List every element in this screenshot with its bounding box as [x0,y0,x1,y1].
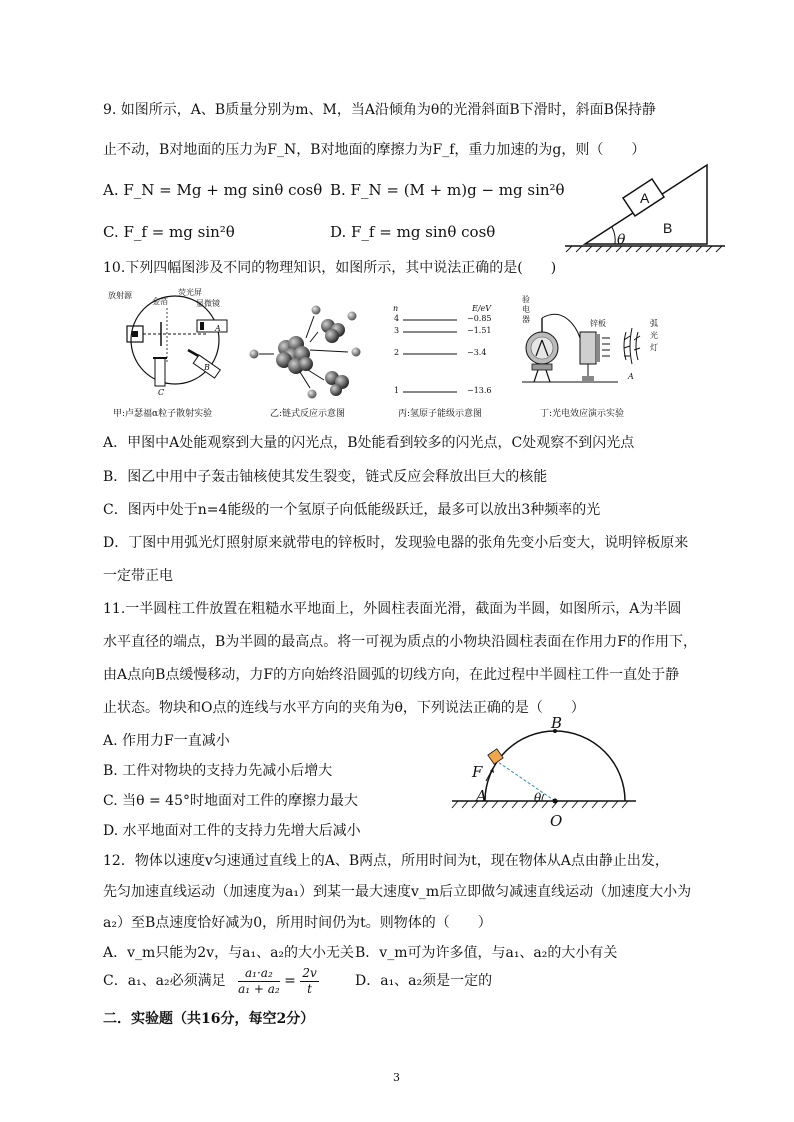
fig3-caption: 丙:氢原子能级示意图 [398,409,483,419]
fig4-label-yan: 验 [522,295,530,304]
fig4-label-dian: 电 [522,305,530,314]
page-number: 3 [393,1071,400,1084]
fig1-label-b: B [204,363,210,372]
energy-n-2: 2 [394,348,400,357]
q12-stem-line2: 先匀加速直线运动（加速度为a₁）到某一最大速度v_m后立即做匀减速直线运动（加速度大小为 [103,884,692,900]
fig1-label-foil: 金箔 [152,297,168,306]
energy-n-4: 4 [394,314,400,323]
q11-point-b-label: B [551,714,563,732]
energy-n-header: n [393,304,399,313]
q11-stem-line1: 11.一半圆柱工件放置在粗糙水平地面上，外圆柱表面光滑，截面为半圆，如图所示，A为半圆 [103,601,682,617]
q11-force-f-label: F [472,763,483,781]
q12-stem-line1: 12．物体以速度v匀速通过直线上的A、B两点，所用时间为t，现在物体从A点由静止出发， [103,853,669,869]
q11-stem-line3: 由A点向B点缓慢移动，力F的方向始终沿圆弧的切线方向，在此过程中半圆柱工件一直处于静 [103,667,680,683]
q12-frac-numerator: a₁·a₂ [238,966,280,982]
q10-fig-energy-levels [395,300,465,400]
fig1-caption: 甲:卢瑟福α粒子散射实验 [113,409,213,419]
fragment-lower [325,371,349,396]
q9-block-a-label: A [640,190,650,206]
fig4-label-zinc: 锌板 [590,319,606,328]
q11-point-o-label: O [550,812,563,830]
fig1-label-microscope: 显微镜 [196,299,220,308]
q9-stem-line2: 止不动，B对地面的压力为F_N，B对地面的摩擦力为F_f，重力加速的为g，则（ ） [103,142,646,158]
q9-option-a: A. F_N = Mg + mg sinθ cosθ [103,181,323,199]
q11-option-b: B. 工件对物块的支持力先减小后增大 [103,763,333,779]
q11-stem-line2: 水平直径的端点，B为半圆的最高点。将一可视为质点的小物块沿圆柱表面在作用力F的作用下， [103,634,697,650]
energy-e-header: E/eV [472,304,492,313]
q12-option-c [103,962,319,1000]
q11-option-d: D. 水平地面对工件的支持力先增大后减小 [103,823,361,839]
q11-stem-line4: 止状态。物块和O点的连线与水平方向的夹角为θ，下列说法正确的是（ ） [103,700,585,716]
fig1-label-a: A [215,324,221,333]
q10-option-d-line2: 一定带正电 [103,568,173,584]
fig2-caption: 乙:链式反应示意图 [270,409,346,419]
q12-option-c-prefix: C．a₁、a₂必须满足 [103,973,226,989]
fig1-label-source: 放射源 [108,291,132,300]
uranium-nucleus [276,336,313,374]
fig4-caption: 丁:光电效应演示实验 [540,409,625,419]
q12-rhs-numerator: 2v [302,965,317,980]
energy-e-3: −1.51 [467,326,492,335]
section2-heading: 二．实验题（共16分，每空2分） [103,1011,315,1027]
q11-angle-label: θ [534,791,542,805]
energy-n-3: 3 [394,326,400,335]
q10-stem: 10.下列四幅图涉及不同的物理知识，如图所示，其中说法正确的是( ) [103,260,557,276]
q12-stem-line3: a₂）至B点速度恰好减为0，所用时间仍为t。则物体的（ ） [103,915,492,931]
q9-angle-label: θ [617,232,626,248]
zinc-plate [580,332,596,364]
q11-option-a: A. 作用力F一直减小 [103,733,230,749]
q12-option-b: B．v_m可为许多值，与a₁、a₂的大小有关 [355,945,618,961]
q11-point-a-label: A [476,787,487,805]
small-block [488,749,503,764]
q12-frac-denominator: a₁ + a₂ [238,981,280,996]
q12-option-c-fraction [238,966,280,997]
q9-stem-line1: 9. 如图所示，A、B质量分别为m、M，当A沿倾角为θ的光滑斜面B下滑时，斜面B保持静 [103,102,656,118]
energy-e-1: −13.6 [467,386,492,395]
q10-option-d-line1: D．丁图中用弧光灯照射原来就带电的锌板时，发现验电器的张角先变小后变大，说明锌板原来 [103,535,689,551]
fragment-upper [321,319,345,343]
fig1-label-screen: 荧光屏 [178,288,202,297]
q12-option-c-rhs [300,966,318,997]
q10-fig-rutherford [115,292,245,402]
q12-option-d: D．a₁、a₂须是一定的 [355,973,493,989]
q9-slope-b-label: B [663,220,673,236]
fig4-label-a: A [628,372,634,381]
energy-e-2: −3.4 [467,348,487,357]
fig4-label-deng: 灯 [650,343,658,352]
q9-option-b: B. F_N = (M + m)g − mg sin²θ [330,181,565,199]
q10-option-a: A．甲图中A处能观察到大量的闪光点，B处能看到较多的闪光点，C处观察不到闪光点 [103,435,635,451]
energy-e-4: −0.85 [467,314,492,323]
fig4-label-qi: 器 [522,315,530,324]
arc-lamp [624,328,640,364]
fig4-label-hu: 弧 [650,319,658,328]
q11-option-c: C. 当θ = 45°时地面对工件的摩擦力最大 [103,793,358,809]
q10-option-b: B．图乙中用中子轰击铀核使其发生裂变，链式反应会释放出巨大的核能 [103,469,548,485]
fig1-label-c: C [158,388,165,397]
q9-option-d: D. F_f = mg sinθ cosθ [330,223,496,241]
q10-fig-chain-reaction [248,300,363,400]
q12-equals: = [284,973,296,989]
fig4-label-guang: 光 [650,331,658,340]
q12-rhs-denominator: t [307,981,312,996]
q10-option-c: C．图丙中处于n=4能级的一个氢原子向低能级跃迁，最多可以放出3种频率的光 [103,502,601,518]
energy-n-1: 1 [394,386,400,395]
q12-option-a: A．v_m只能为2v，与a₁、a₂的大小无关 [103,945,355,961]
q10-fig-photoelectric [518,296,658,401]
q9-option-c: C. F_f = mg sin²θ [103,223,235,241]
